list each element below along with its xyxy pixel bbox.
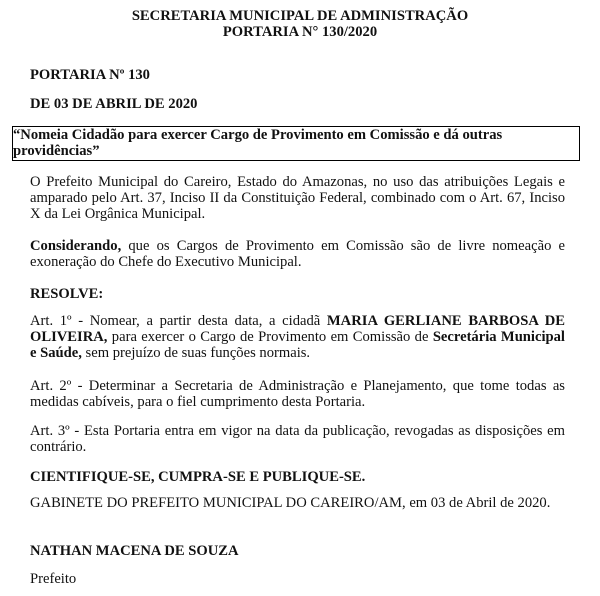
article-3: Art. 3º - Esta Portaria entra em vigor na data da publicação, revogadas as disposições em contrário. — [30, 423, 565, 455]
article-1-intro: Art. 1º - Nomear, a partir desta data, a cidadã — [30, 313, 327, 329]
header-secretaria: SECRETARIA MUNICIPAL DE ADMINISTRAÇÃO — [131, 8, 469, 24]
appointee-position: Secretária Municipal e Saúde, — [30, 329, 565, 361]
appointee-name: MARIA GERLIANE BARBOSA DE OLIVEIRA, — [30, 313, 565, 345]
considerando-label: Considerando, — [30, 238, 122, 254]
cientifique-line: CIENTIFIQUE-SE, CUMPRA-SE E PUBLIQUE-SE. — [30, 469, 366, 485]
article-1-middle: para exercer o Cargo de Provimento em Comissão de — [107, 329, 433, 345]
resolve-heading: RESOLVE: — [30, 286, 104, 302]
document-header — [0, 8, 600, 40]
portaria-number: PORTARIA Nº 130 — [30, 67, 150, 83]
gabinete-paragraph: GABINETE DO PREFEITO MUNICIPAL DO CAREIRO/AM, em 03 de Abril de 2020. — [30, 495, 551, 511]
header-portaria: PORTARIA N° 130/2020 — [222, 24, 378, 40]
signatory-title: Prefeito — [30, 571, 77, 587]
article-2: Art. 2º - Determinar a Secretaria de Administração e Planejamento, que tome todas as medidas cabíveis, para o fiel cumprimento desta Portaria. — [30, 378, 565, 410]
signatory-name: NATHAN MACENA DE SOUZA — [30, 543, 239, 559]
article-1-end: sem prejuízo de suas funções normais. — [81, 345, 311, 361]
article-1 — [30, 313, 565, 361]
considerando-paragraph — [30, 238, 565, 270]
ementa-text: “Nomeia Cidadão para exercer Cargo de Provimento em Comissão e dá outras providências” — [13, 127, 503, 159]
portaria-date: DE 03 DE ABRIL DE 2020 — [30, 96, 198, 112]
ementa-box — [12, 126, 580, 161]
preamble-paragraph: O Prefeito Municipal do Careiro, Estado do Amazonas, no uso das atribuições Legais e amparado pelo Art. 37, Inciso II da Constituição Federal, combinado com o Art. 67, Inciso X da Lei Orgânica Municipal. — [30, 174, 565, 222]
considerando-text: que os Cargos de Provimento em Comissão são de livre nomeação e exoneração do Chefe do Executivo Municipal. — [30, 238, 565, 270]
